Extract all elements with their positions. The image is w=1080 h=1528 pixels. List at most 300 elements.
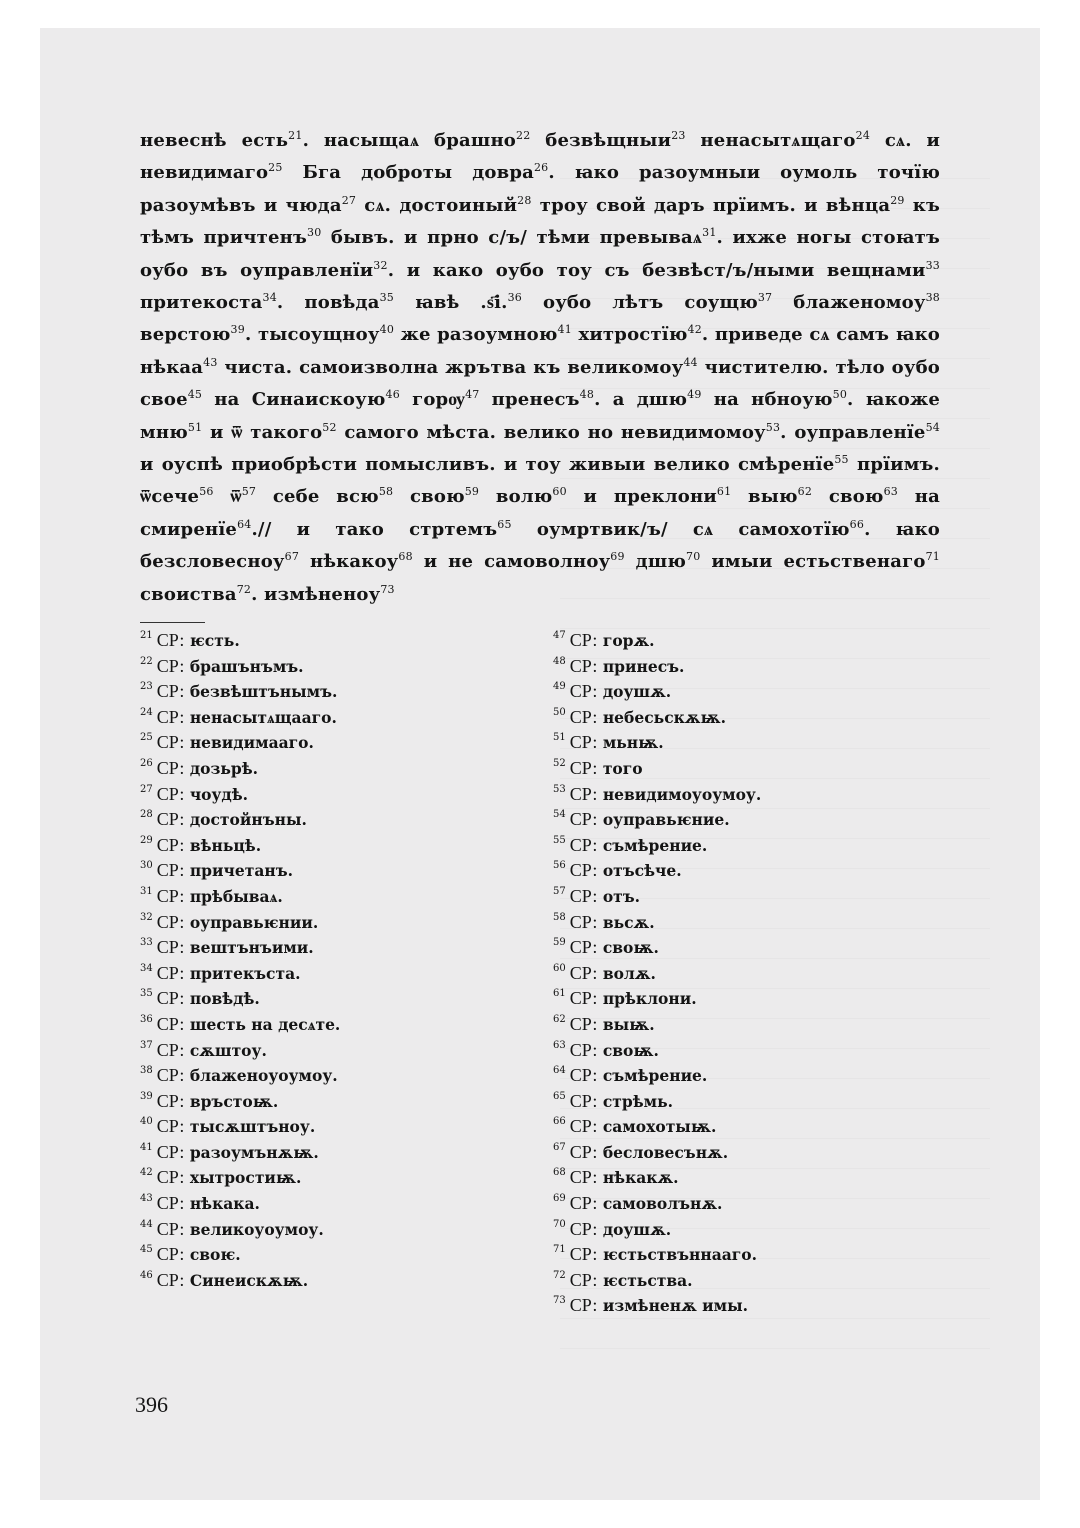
footnote-item — [140, 1242, 500, 1268]
variant-reading: тысѫштъноу. — [189, 1117, 316, 1137]
source-siglum: СР: — [156, 1269, 185, 1290]
text-segment: . ꙗко разоумныи оумоль точїю разоумѣвъ и чюда — [140, 162, 940, 216]
variant-reading: връстоѭ. — [189, 1091, 279, 1111]
variant-reading: разоумънѫѭ. — [189, 1142, 319, 1162]
text-segment: и преклони — [566, 486, 717, 508]
footnote-item — [553, 807, 913, 833]
footnote-marker: 33 — [925, 258, 940, 272]
footnote-number: 48 — [553, 655, 566, 667]
source-siglum: СР: — [156, 834, 185, 855]
footnote-item — [140, 1089, 500, 1115]
source-siglum: СР: — [156, 962, 185, 983]
source-siglum: СР: — [569, 937, 598, 958]
footnote-item — [140, 1217, 500, 1243]
source-siglum: СР: — [569, 885, 598, 906]
footnote-item — [140, 1114, 500, 1140]
footnote-number: 40 — [140, 1116, 153, 1128]
footnote-item — [553, 679, 913, 705]
text-segment: и оуспѣ приобрѣсти помысливъ. и тоу живыи велико смѣренїе — [140, 454, 835, 476]
footnote-number: 33 — [140, 937, 153, 949]
footnote-marker: 68 — [398, 550, 413, 564]
footnote-item — [553, 705, 913, 731]
source-siglum: СР: — [156, 1065, 185, 1086]
footnote-item — [553, 730, 913, 756]
text-segment: къ тѣмъ причтенъ — [140, 194, 940, 249]
footnote-number: 60 — [553, 962, 566, 974]
text-segment: сѧ. достоиный — [356, 194, 518, 216]
footnote-number: 68 — [553, 1167, 566, 1179]
text-segment: горѹ — [399, 389, 466, 411]
text-segment: своиства — [140, 583, 237, 605]
text-segment: . повѣда — [276, 292, 380, 314]
source-siglum: СР: — [569, 962, 598, 983]
footnote-item — [553, 756, 913, 782]
variant-reading: причетанъ. — [189, 861, 293, 881]
footnote-marker: 49 — [687, 388, 702, 402]
text-segment: . ꙗко безсловесноу — [140, 518, 940, 573]
footnote-marker: 61 — [716, 485, 732, 499]
footnote-marker: 57 — [241, 485, 257, 499]
footnote-marker: 21 — [288, 129, 303, 142]
footnote-item — [553, 1012, 913, 1038]
footnote-number: 53 — [553, 783, 566, 795]
footnote-number: 21 — [140, 630, 153, 641]
footnote-item — [140, 1191, 500, 1217]
footnote-number: 57 — [553, 885, 566, 897]
text-segment: . насыщаѧ брашно — [302, 130, 517, 151]
source-siglum: СР: — [569, 834, 598, 855]
text-segment: пренесъ — [479, 389, 580, 411]
footnote-item — [553, 1089, 913, 1115]
footnote-item — [140, 1165, 500, 1191]
text-segment: невеснѣ есть — [140, 130, 289, 151]
footnote-number: 34 — [140, 962, 153, 974]
variant-reading: того — [602, 758, 643, 778]
footnote-item — [140, 1038, 500, 1064]
variant-reading: достойнъны. — [189, 810, 307, 830]
footnote-number: 66 — [553, 1116, 566, 1128]
footnote-item — [140, 756, 500, 782]
variant-reading: мьнѭ. — [602, 733, 664, 753]
footnote-item — [553, 1242, 913, 1268]
footnote-marker: 51 — [187, 420, 203, 434]
footnote-marker: 58 — [378, 485, 394, 499]
footnote-marker: 23 — [671, 129, 686, 142]
variant-reading: доушѫ. — [602, 682, 672, 702]
footnote-item — [140, 782, 500, 808]
footnote-number: 55 — [553, 834, 566, 846]
footnote-item — [140, 628, 500, 654]
footnote-item — [553, 782, 913, 808]
text-segment: на смиренїе — [140, 486, 940, 540]
footnote-marker: 45 — [187, 388, 203, 402]
source-siglum: СР: — [569, 630, 598, 650]
text-segment: свою — [393, 486, 465, 508]
footnote-number: 26 — [140, 757, 153, 769]
footnote-number: 72 — [553, 1269, 566, 1281]
footnote-item — [140, 858, 500, 884]
footnote-item — [553, 1191, 913, 1217]
footnote-marker: 42 — [687, 323, 702, 337]
footnote-marker: 67 — [284, 550, 300, 564]
footnote-marker: 41 — [557, 323, 572, 337]
text-segment: на нбноую — [701, 389, 833, 411]
variant-reading: отъ. — [602, 886, 641, 906]
footnote-number: 52 — [553, 757, 566, 769]
source-siglum: СР: — [569, 1244, 598, 1265]
text-segment: и ѿ такого — [202, 421, 323, 443]
source-siglum: СР: — [156, 1141, 185, 1162]
variant-reading: вьсѫ. — [602, 912, 655, 932]
footnote-number: 44 — [140, 1218, 153, 1230]
source-siglum: СР: — [156, 988, 185, 1009]
source-siglum: СР: — [156, 681, 185, 702]
variant-reading: шесть на десѧте. — [189, 1014, 341, 1034]
variant-reading: великоуоумоу. — [189, 1219, 324, 1239]
footnote-number: 28 — [140, 809, 153, 821]
source-siglum: СР: — [156, 809, 185, 830]
source-siglum: СР: — [156, 732, 185, 753]
source-siglum: СР: — [569, 1090, 598, 1111]
footnote-number: 71 — [553, 1244, 566, 1256]
footnote-marker: 63 — [883, 485, 898, 499]
text-segment: ꙗвѣ .ѕ҃і. — [393, 292, 508, 314]
footnote-marker: 25 — [268, 161, 283, 175]
footnote-marker: 35 — [379, 291, 394, 305]
footnote-marker: 37 — [757, 291, 773, 305]
footnote-marker: 24 — [855, 129, 871, 142]
source-siglum: СР: — [569, 1167, 598, 1188]
footnote-marker: 30 — [307, 226, 322, 240]
footnote-marker: 26 — [533, 161, 549, 175]
source-siglum: СР: — [156, 860, 185, 881]
text-segment: себе всю — [256, 486, 379, 508]
text-segment: . измѣненоу — [251, 583, 381, 605]
source-siglum: СР: — [569, 706, 598, 727]
variant-reading: ѥстьствъннааго. — [602, 1245, 758, 1265]
footnote-number: 43 — [140, 1193, 153, 1205]
footnote-marker: 28 — [517, 193, 532, 207]
footnote-number: 42 — [140, 1167, 153, 1179]
footnote-marker: 64 — [237, 517, 252, 531]
footnote-number: 51 — [553, 732, 566, 744]
text-segment: имыи естьственаго — [700, 551, 926, 573]
variant-reading: измѣненѫ имы. — [602, 1296, 749, 1316]
variant-reading: чоудѣ. — [189, 784, 249, 804]
footnote-marker: 60 — [552, 485, 567, 499]
footnote-item — [553, 961, 913, 987]
footnote-number: 45 — [140, 1244, 153, 1256]
footnote-item — [553, 1140, 913, 1166]
text-segment: нѣкакоу — [299, 551, 399, 573]
footnote-item — [553, 910, 913, 936]
footnote-number: 36 — [140, 1013, 153, 1025]
text-segment: оумртвик/ъ/ сѧ самохотїю — [511, 518, 850, 540]
text-segment: безвѣщныи — [530, 130, 672, 151]
variant-reading: горѫ. — [602, 631, 655, 650]
footnote-item — [553, 986, 913, 1012]
source-siglum: СР: — [156, 783, 185, 804]
text-segment: волю — [479, 486, 553, 508]
variant-reading: стрѣмь. — [602, 1091, 673, 1111]
footnote-item — [140, 705, 500, 731]
text-segment: свою — [812, 486, 884, 508]
source-siglum: СР: — [156, 706, 185, 727]
footnote-marker: 36 — [507, 291, 523, 305]
footnote-number: 27 — [140, 783, 153, 795]
footnote-marker: 65 — [497, 517, 512, 531]
footnote-marker: 34 — [262, 291, 277, 305]
footnote-item — [140, 1012, 500, 1038]
footnote-number: 61 — [553, 988, 566, 1000]
source-siglum: СР: — [569, 732, 598, 753]
source-siglum: СР: — [569, 1269, 598, 1290]
source-siglum: СР: — [569, 1039, 598, 1060]
footnote-marker: 71 — [925, 550, 940, 564]
text-segment: выю — [731, 486, 798, 508]
variant-reading: своѭ. — [602, 1040, 659, 1060]
footnote-number: 32 — [140, 911, 153, 923]
footnote-item — [140, 884, 500, 910]
variant-reading: бесловесънѫ. — [602, 1142, 729, 1162]
text-segment: бывъ. и прно с/ъ/ тѣми превываѧ — [321, 227, 703, 249]
text-segment: . оуправленїе — [780, 421, 926, 443]
text-segment: .// и тако стртемъ — [251, 518, 498, 540]
footnote-number: 56 — [553, 860, 566, 872]
source-siglum: СР: — [569, 1141, 598, 1162]
variant-reading: дозьрѣ. — [189, 758, 259, 778]
text-segment: ненасытѧщаго — [685, 130, 856, 151]
variant-reading: притекъста. — [189, 963, 301, 983]
footnote-marker: 27 — [341, 193, 357, 207]
footnote-item — [140, 730, 500, 756]
source-siglum: СР: — [569, 911, 598, 932]
footnote-item — [553, 935, 913, 961]
footnote-number: 31 — [140, 885, 153, 897]
variant-reading: Синеискѫѭ. — [189, 1270, 309, 1290]
variant-reading: невидимааго. — [189, 733, 314, 753]
source-siglum: СР: — [156, 1193, 185, 1214]
source-siglum: СР: — [156, 1090, 185, 1111]
footnote-item — [140, 1268, 500, 1294]
variant-reading: нѣкакѫ. — [602, 1168, 679, 1188]
source-siglum: СР: — [569, 1193, 598, 1214]
source-siglum: СР: — [156, 630, 185, 650]
text-segment: прїимъ. ѿсече — [140, 454, 940, 508]
variant-reading: вештънъими. — [189, 938, 314, 958]
source-siglum: СР: — [156, 885, 185, 906]
footnote-number: 64 — [553, 1065, 566, 1077]
footnote-separator — [140, 622, 205, 623]
variant-reading: вѣньцѣ. — [189, 835, 262, 855]
footnote-number: 35 — [140, 988, 153, 1000]
source-siglum: СР: — [569, 1013, 598, 1034]
footnote-item — [553, 1038, 913, 1064]
footnote-item — [553, 1293, 913, 1319]
text-segment: . ꙗкоже мню — [140, 389, 941, 443]
source-siglum: СР: — [156, 757, 185, 778]
footnote-item — [553, 858, 913, 884]
footnotes-right-column — [553, 628, 913, 1319]
variant-reading: самохотыѭ. — [602, 1117, 717, 1137]
footnote-number: 59 — [553, 937, 566, 949]
footnote-number: 47 — [553, 630, 566, 641]
variant-reading: принесъ. — [602, 656, 685, 676]
footnote-number: 30 — [140, 860, 153, 872]
source-siglum: СР: — [156, 937, 185, 958]
variant-reading: ѥстьства. — [602, 1270, 693, 1290]
footnote-marker: 44 — [683, 355, 698, 369]
source-siglum: СР: — [156, 1116, 185, 1137]
text-segment: Бга доброты довра — [282, 162, 534, 184]
footnote-item — [553, 833, 913, 859]
variant-reading: повѣдѣ. — [189, 989, 260, 1009]
text-segment: оубо лѣтъ соущю — [522, 292, 758, 314]
variant-reading: прѣклони. — [602, 989, 697, 1009]
source-siglum: СР: — [156, 1244, 185, 1265]
footnote-item — [140, 679, 500, 705]
source-siglum: СР: — [569, 1116, 598, 1137]
footnote-number: 46 — [140, 1269, 153, 1281]
footnote-marker: 53 — [765, 420, 781, 434]
variant-reading: волѫ. — [602, 963, 656, 983]
text-segment: троу свой даръ прїимъ. и вѣнца — [531, 194, 891, 216]
variant-reading: блаженоуоумоу. — [189, 1066, 338, 1086]
text-segment: притекоста — [140, 292, 263, 314]
variant-reading: хытростиѭ. — [189, 1168, 302, 1188]
footnote-marker: 69 — [610, 550, 625, 564]
footnote-marker: 73 — [380, 582, 395, 596]
variant-reading: съмѣрение. — [602, 1066, 708, 1086]
footnote-item — [140, 910, 500, 936]
source-siglum: СР: — [569, 1218, 598, 1239]
text-segment: . тысоущноу — [244, 324, 380, 346]
page-number: 396 — [135, 1392, 168, 1417]
source-siglum: СР: — [569, 860, 598, 881]
footnote-marker: 32 — [373, 258, 388, 272]
text-segment: верстою — [140, 324, 231, 346]
footnote-item — [553, 1165, 913, 1191]
footnote-item — [553, 1114, 913, 1140]
text-segment: чистителю. тѣло оубо свое — [140, 356, 940, 411]
footnote-item — [140, 935, 500, 961]
footnote-marker: 72 — [236, 582, 252, 596]
text-segment: же разоумною — [394, 324, 558, 346]
variant-reading: безвѣштънымъ. — [189, 682, 338, 702]
footnote-item — [140, 833, 500, 859]
footnote-marker: 50 — [832, 388, 848, 402]
text-segment: . и како оубо тоу съ безвѣст/ъ/ными вещнами — [387, 259, 926, 281]
footnote-item — [553, 628, 913, 654]
source-siglum: СР: — [569, 783, 598, 804]
footnote-marker: 22 — [516, 129, 531, 142]
source-siglum: СР: — [156, 655, 185, 676]
footnote-number: 67 — [553, 1141, 566, 1153]
main-text-paragraph — [140, 125, 940, 611]
variant-reading: нѣкака. — [189, 1194, 260, 1214]
footnote-marker: 40 — [379, 323, 395, 337]
footnote-item — [553, 1063, 913, 1089]
text-segment: на Синаискоую — [202, 389, 386, 411]
footnote-number: 69 — [553, 1193, 566, 1205]
footnote-number: 24 — [140, 706, 153, 718]
footnote-item — [553, 1217, 913, 1243]
footnotes-left-column — [140, 628, 500, 1293]
footnote-item — [140, 654, 500, 680]
footnote-item — [553, 654, 913, 680]
text-segment: самого мѣста. велико но невидимомоу — [336, 421, 766, 443]
footnote-marker: 56 — [199, 485, 214, 499]
source-siglum: СР: — [569, 655, 598, 676]
variant-reading: сѫштоу. — [189, 1040, 267, 1060]
footnote-marker: 54 — [925, 420, 940, 434]
variant-reading: небесьскѫѭ. — [602, 707, 726, 727]
text-segment: ѿ — [213, 486, 242, 508]
footnote-number: 39 — [140, 1090, 153, 1102]
footnote-number: 50 — [553, 706, 566, 718]
footnote-number: 49 — [553, 681, 566, 693]
footnote-number: 25 — [140, 732, 153, 744]
text-segment: . а дшю — [594, 389, 688, 411]
footnote-item — [140, 807, 500, 833]
source-siglum: СР: — [569, 1295, 598, 1316]
footnote-number: 22 — [140, 655, 153, 667]
footnote-number: 73 — [553, 1295, 566, 1307]
footnote-number: 41 — [140, 1141, 153, 1153]
variant-reading: доушѫ. — [602, 1219, 672, 1239]
text-segment: сѧ. и невидимаго — [140, 130, 941, 184]
footnote-marker: 38 — [925, 291, 940, 305]
source-siglum: СР: — [569, 988, 598, 1009]
footnote-marker: 46 — [385, 388, 400, 402]
source-siglum: СР: — [156, 1218, 185, 1239]
variant-reading: своѥ. — [189, 1245, 241, 1265]
footnote-marker: 70 — [686, 550, 701, 564]
source-siglum: СР: — [569, 757, 598, 778]
variant-reading: прѣбываѧ. — [189, 886, 283, 906]
variant-reading: брашънъмъ. — [189, 656, 304, 676]
variant-reading: выѭ. — [602, 1014, 655, 1034]
variant-reading: ѥсть. — [189, 631, 240, 650]
footnote-item — [553, 884, 913, 910]
text-segment: чиста. самоизволна жрътва къ великомоу — [217, 356, 684, 378]
footnote-marker: 66 — [849, 517, 865, 531]
source-siglum: СР: — [156, 1013, 185, 1034]
footnote-marker: 47 — [465, 388, 480, 402]
footnote-number: 23 — [140, 681, 153, 693]
source-siglum: СР: — [156, 1039, 185, 1060]
footnote-number: 38 — [140, 1065, 153, 1077]
footnote-marker: 55 — [834, 453, 849, 467]
source-siglum: СР: — [569, 681, 598, 702]
footnote-marker: 31 — [702, 226, 717, 240]
footnote-number: 62 — [553, 1013, 566, 1025]
footnote-item — [140, 961, 500, 987]
variant-reading: ненасытѧщааго. — [189, 707, 337, 727]
footnote-number: 54 — [553, 809, 566, 821]
footnote-marker: 62 — [797, 485, 813, 499]
variant-reading: съмѣрение. — [602, 835, 708, 855]
source-siglum: СР: — [569, 1065, 598, 1086]
footnote-number: 58 — [553, 911, 566, 923]
footnote-marker: 48 — [579, 388, 595, 402]
text-segment: . приведе сѧ самъ ꙗко нѣкаа — [140, 324, 940, 378]
text-segment: хитростїю — [571, 324, 688, 346]
source-siglum: СР: — [156, 1167, 185, 1188]
text-segment: блаженомоу — [772, 292, 926, 314]
footnote-marker: 29 — [890, 193, 905, 207]
footnote-marker: 43 — [203, 355, 218, 369]
